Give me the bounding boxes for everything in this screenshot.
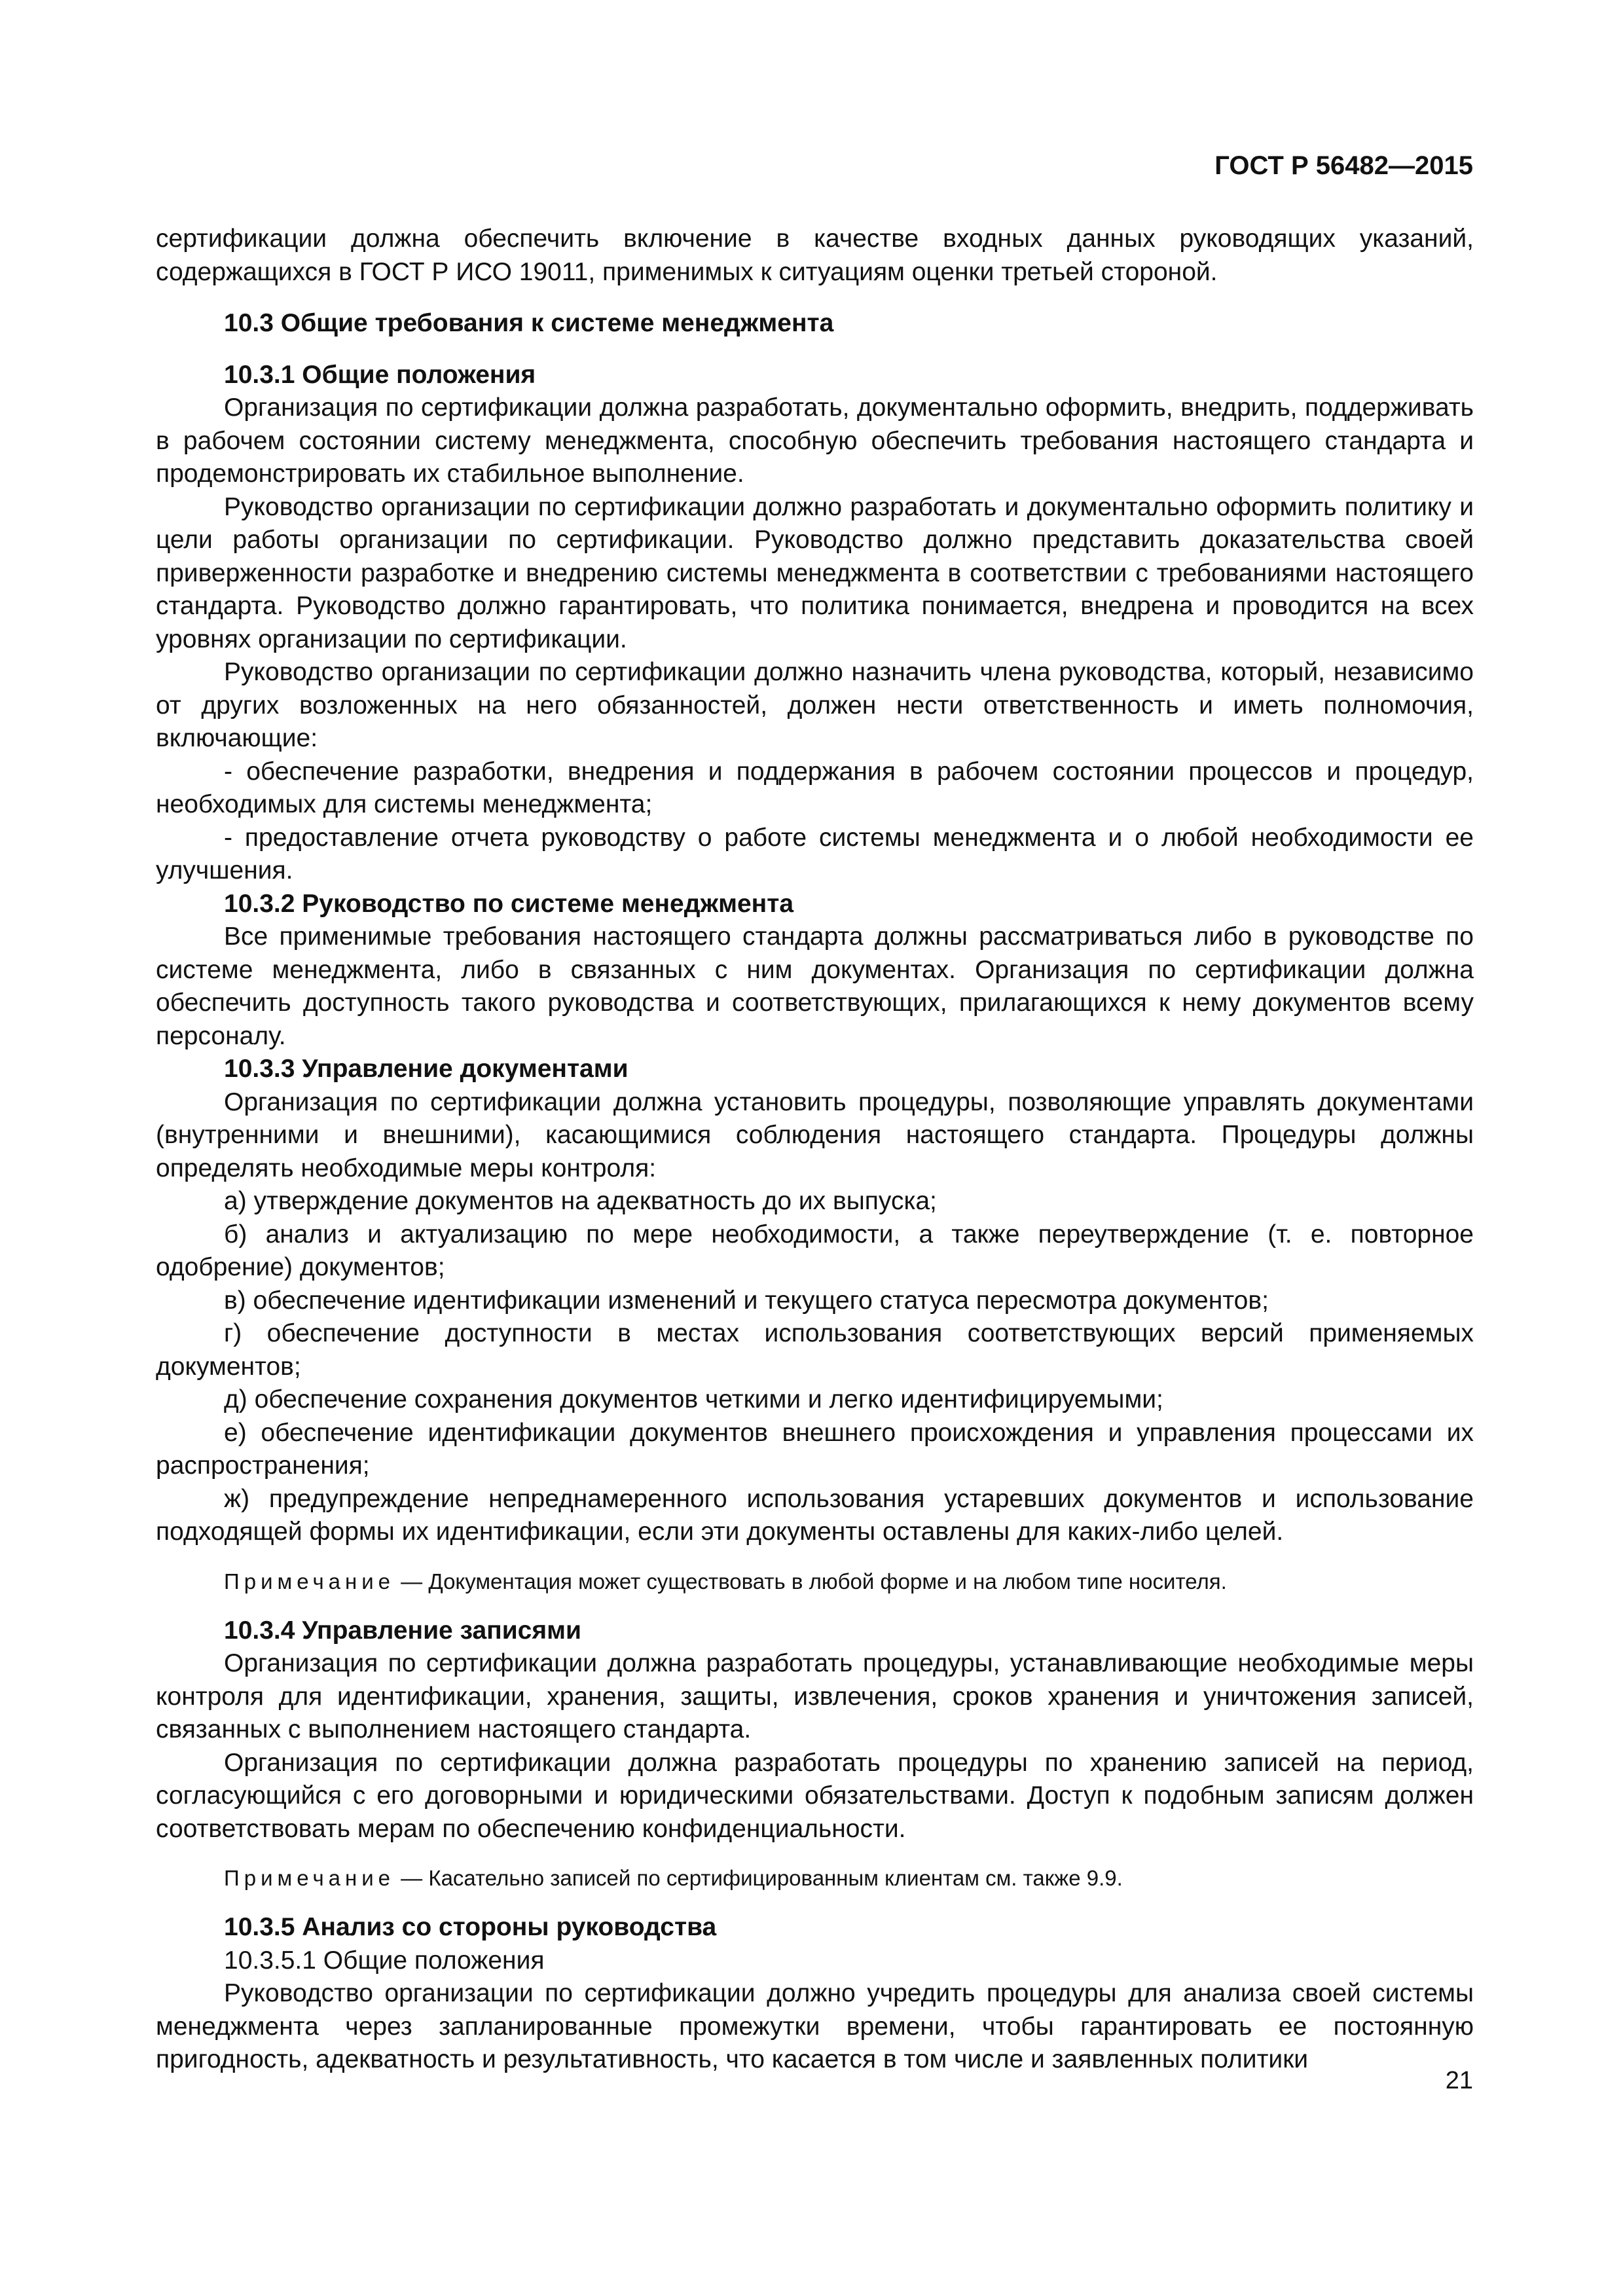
subsection-heading-10-3-5-1: 10.3.5.1 Общие положения <box>224 1946 545 1975</box>
list-item: г) обеспечение доступности в местах использования соответствующих версий применяемых документов; <box>156 1319 1474 1381</box>
list-item: е) обеспечение идентификации документов внешнего происхождения и управления процессами их распространения; <box>156 1418 1474 1480</box>
note-label: Примечание <box>224 1569 395 1594</box>
section-heading-10-3: 10.3 Общие требования к системе менеджмента <box>224 309 834 337</box>
note-label: Примечание <box>224 1866 395 1890</box>
paragraph: Руководство организации по сертификации должно разработать и документально оформить политику и цели работы организации по сертификации. Руководство должно представить доказательства своей приверженности разработке и внедрению системы менеджмента в соответствии с требованиями настоящего стандарта. Руководство должно гарантировать, что политика понимается, внедрена и проводится на всех уровнях организации по сертификации. <box>156 492 1474 653</box>
paragraph: Организация по сертификации должна разработать процедуры, устанавливающие необходимые меры контроля для идентификации, хранения, защиты, извлечения, сроков хранения и уничтожения записей, связанных с выполнением настоящего стандарта. <box>156 1649 1474 1743</box>
list-item: - обеспечение разработки, внедрения и поддержания в рабочем состоянии процессов и процедур, необходимых для системы менеджмента; <box>156 757 1474 818</box>
list-item: б) анализ и актуализацию по мере необходимости, а также переутверждение (т. е. повторное одобрение) документов; <box>156 1220 1474 1281</box>
paragraph: Все применимые требования настоящего стандарта должны рассматриваться либо в руководстве по системе менеджмента, либо в связанных с ним документах. Организация по сертификации должна обеспечить доступность такого руководства и соответствующих, прилагающихся к нему документов всему персоналу. <box>156 922 1474 1050</box>
document-header: ГОСТ Р 56482—2015 <box>1214 151 1473 180</box>
paragraph: Организация по сертификации должна установить процедуры, позволяющие управлять документами (внутренними и внешними), касающимися соблюдения настоящего стандарта. Процедуры должны определять необходимые меры контроля: <box>156 1087 1474 1182</box>
list-item: ж) предупреждение непреднамеренного использования устаревших документов и использование подходящей формы их идентификации, если эти документы оставлены для каких-либо целей. <box>156 1484 1474 1546</box>
note-text: — Касательно записей по сертифицированным клиентам см. также 9.9. <box>395 1866 1123 1890</box>
document-body <box>156 223 1474 2077</box>
note-text: — Документация может существовать в любой форме и на любом типе носителя. <box>395 1569 1227 1594</box>
page-number: 21 <box>1445 2067 1473 2094</box>
section-heading-10-3-4: 10.3.4 Управление записями <box>224 1616 581 1645</box>
paragraph-intro: сертификации должна обеспечить включение в качестве входных данных руководящих указаний, содержащихся в ГОСТ Р ИСО 19011, применимых к ситуациям оценки третьей стороной. <box>156 225 1474 286</box>
list-item: а) утверждение документов на адекватность до их выпуска; <box>224 1187 937 1215</box>
section-heading-10-3-5: 10.3.5 Анализ со стороны руководства <box>224 1913 717 1941</box>
section-heading-10-3-2: 10.3.2 Руководство по системе менеджмента <box>224 889 794 918</box>
paragraph: Руководство организации по сертификации должно учредить процедуры для анализа своей системы менеджмента через запланированные промежутки времени, чтобы гарантировать ее постоянную пригодность, адекватность и результативность, что касается в том числе и заявленных политики <box>156 1979 1474 2073</box>
paragraph: Организация по сертификации должна разработать процедуры по хранению записей на период, согласующийся с его договорными и юридическими обязательствами. Доступ к подобным записям должен соответствовать мерам по обеспечению конфиденциальности. <box>156 1748 1474 1843</box>
section-heading-10-3-3: 10.3.3 Управление документами <box>224 1055 629 1083</box>
list-item: д) обеспечение сохранения документов четкими и легко идентифицируемыми; <box>224 1385 1163 1413</box>
note <box>156 1567 1474 1596</box>
paragraph: Организация по сертификации должна разработать, документально оформить, внедрить, поддерживать в рабочем состоянии систему менеджмента, способную обеспечить требования настоящего стандарта и продемонстрировать их стабильное выполнение. <box>156 393 1474 488</box>
section-heading-10-3-1: 10.3.1 Общие положения <box>224 360 536 389</box>
list-item: в) обеспечение идентификации изменений и текущего статуса пересмотра документов; <box>224 1286 1269 1315</box>
paragraph: Руководство организации по сертификации должно назначить члена руководства, который, независимо от других возложенных на него обязанностей, должен нести ответственность и иметь полномочия, включающие: <box>156 658 1474 752</box>
list-item: - предоставление отчета руководству о работе системы менеджмента и о любой необходимости ее улучшения. <box>156 823 1474 884</box>
note <box>156 1864 1474 1893</box>
